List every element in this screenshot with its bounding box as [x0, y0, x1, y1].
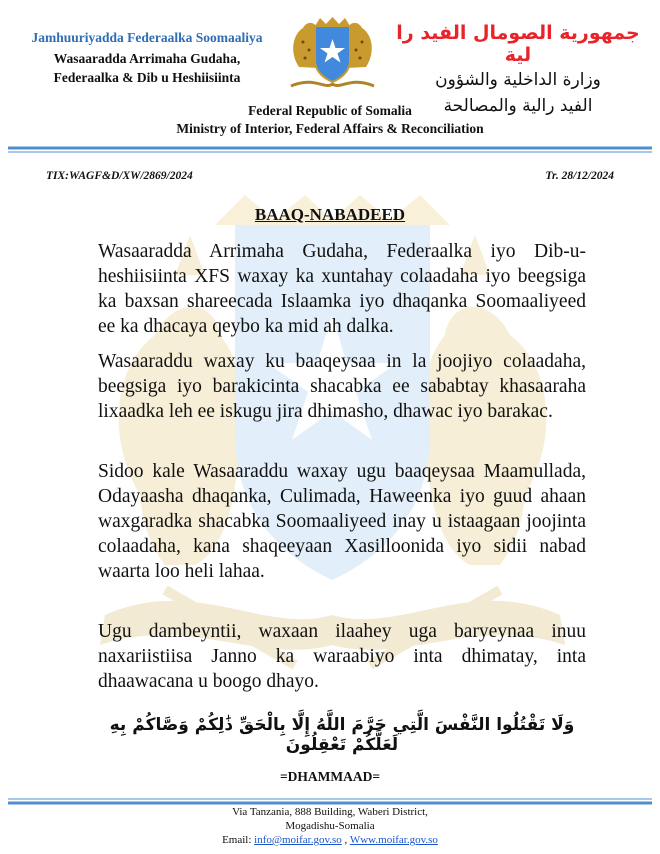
paragraph-2: Wasaaraddu waxay ku baaqeysaa in la joojiyo colaadaha, beegsiga iyo barakicinta shacabka ee sababtay khasaaraha lixaadka leh ee iskugu jira dhimasho, dhawac iyo barakac. — [98, 351, 586, 422]
closing-mark: =DHAMMAAD= — [279, 769, 381, 784]
paragraph-3: Sidoo kale Wasaaraddu waxay ugu baaqeysaa Maamullada, Odayaasha dhaqanka, Culimada, Haweenka iyo guud ahaan waxgaradka shacabka Soomaaliyeed inay u istaagaan joojinta colaadaha, kana shaqeeyaan Xasilloonida iyo sidii nabad waarta loo heli lahaa. — [98, 461, 586, 582]
email-label: Email: — [222, 834, 252, 846]
footer-address-line2: Mogadishu-Somalia — [285, 820, 375, 832]
english-ministry-name: Ministry of Interior, Federal Affairs & Reconciliation — [176, 121, 484, 136]
paragraph-1: Wasaaradda Arrimaha Gudaha, Federaalka iyo Dib-u-heshiisiinta XFS waxay ka xuntahay colaadaha iyo beegsiga ka baxsan shareecada Islaamka iyo dhaqanka Soomaaliyeed ee ka dhacaya qeybo ka mid ah dalka. — [98, 241, 586, 337]
document-title: BAAQ-NABADEED — [254, 205, 406, 224]
website-link[interactable]: Www.moifar.gov.so — [349, 834, 438, 846]
email-link[interactable]: info@moifar.gov.so — [254, 834, 342, 846]
somali-republic-name: Jamhuuriyadda Federaalka Soomaaliya — [31, 30, 263, 45]
header-divider — [8, 146, 652, 154]
footer-contact — [0, 833, 660, 847]
document-date: Tr. 28/12/2024 — [545, 170, 614, 182]
letterhead-somali — [12, 30, 282, 87]
footer-address-line1: Via Tanzania, 888 Building, Waberi District, — [232, 806, 428, 818]
paragraph-4: Ugu dambeyntii, waxaan ilaahey uga baryeynaa inuu naxariistiisa Janno ka waraabiyo inta dhimatay, inta dhaawacana u boogo dhayo. — [98, 621, 586, 692]
quran-verse: وَلَا تَقْتُلُوا النَّفْسَ الَّتِي حَرَّمَ اللَّهُ إِلَّا بِالْحَقِّ ذَٰلِكُمْ وَصَّاكُمْ بِهِ لَعَلَّكُمْ تَعْقِلُونَ — [109, 715, 575, 755]
reference-number: TIX:WAGF&D/XW/2869/2024 — [46, 170, 193, 182]
arabic-republic-name: جمهورية الصومال الفيد را لية — [396, 22, 640, 66]
contact-separator: , — [344, 834, 348, 846]
somalia-coat-of-arms-emblem — [285, 12, 380, 94]
english-republic-name: Federal Republic of Somalia — [248, 103, 412, 118]
footer-divider — [8, 797, 652, 805]
footer — [0, 805, 660, 847]
arabic-ministry-name-line1: وزارة الداخلية والشؤون — [435, 70, 601, 90]
somali-ministry-name-line1: Wasaaradda Arrimaha Gudaha, — [53, 51, 241, 66]
arabic-ministry-name-line2: الفيد رالية والمصالحة — [443, 96, 593, 116]
somali-ministry-name-line2: Federaalka & Dib u Heshiisiinta — [53, 70, 241, 85]
